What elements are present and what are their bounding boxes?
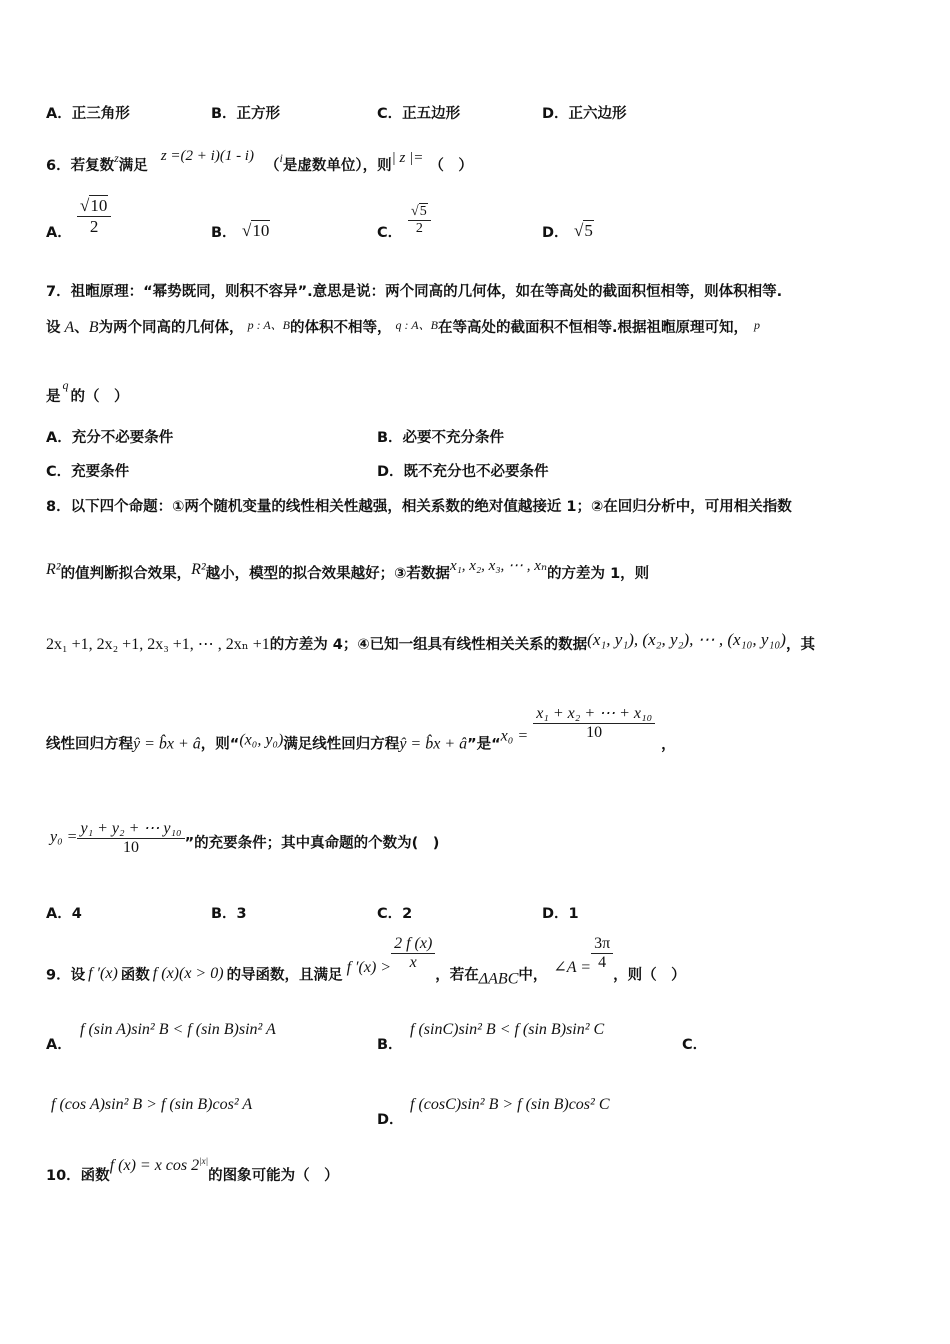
q6-option-b-label: B． <box>211 225 237 241</box>
q6-option-b: √10 <box>242 221 270 240</box>
q8-line-3: 2x₁ +1, 2x₂ +1, 2x₃ +1, ⋯ , 2xₙ +1的方差为 4；④已知一组具有线性相关关系的数据(x₁, y₁), (x₂, y₂), ⋯ , (x₁₀, y₁₀)，其 <box>46 630 815 653</box>
q7-line-1: 7．祖暅原理：“幂势既同，则积不容异”.意思是说：两个同高的几何体，如在等高处的截面积恒相等，则体积相等. <box>46 284 783 300</box>
q9-option-a-label: A． <box>46 1037 72 1053</box>
q9-stem: 9．设 f ′(x) 函数 f (x)(x > 0) 的导函数，且满足 f ′(x) > $\frac{2 f (x)}{x}$ ，若在ΔABC中， ∠A = $\frac{3\pi}{4}$ ，则（ ） <box>46 935 686 988</box>
q9-option-d-label: D． <box>377 1112 404 1128</box>
q7-option-c: C．充要条件 <box>46 464 130 480</box>
q6-equation: z =(2 + i)(1 - i) <box>160 148 254 164</box>
q5-option-c: C．正五边形 <box>377 106 461 122</box>
q6-modulus: | z |= <box>391 150 424 166</box>
q8-option-b: B．3 <box>211 906 247 922</box>
q7-line-3: 是$^q$的（ ） <box>46 378 129 405</box>
q9-option-d: f (cosC)sin² B > f (sin B)cos² C <box>410 1096 610 1113</box>
q10-stem: 10．函数f (x) = x $\cos 2^{|x|}$的图象可能为（ ） <box>46 1156 339 1184</box>
q5-option-d: D．正六边形 <box>542 106 627 122</box>
q9-option-c: f (cos A)sin² B > f (sin B)cos² A <box>51 1096 253 1113</box>
q6-option-d: √5 <box>574 221 593 240</box>
q6-option-c-label: C． <box>377 225 403 241</box>
q8-line-4: 线性回归方程ŷ = b̂x + â，则“(x₀, y₀)满足线性回归方程ŷ = b̂x + â”是“x₀ = $\frac{\text{x₁ + x₂ + ⋯ + x₁₀}}{10}$ ， <box>46 705 676 753</box>
q6-option-d-label: D． <box>542 225 569 241</box>
q6-stem: 6．若复数$^z$满足 z =(2 + i)(1 - i) （$^i$是虚数单位），则| z |= （ ） <box>46 148 473 174</box>
q9-option-c-label: C． <box>682 1037 708 1053</box>
q8-line-5: y₀ = $\frac{\text{y₁ + y₂ + ⋯ y₁₀}}{10}$ ”的充要条件；其中真命题的个数为( ) <box>50 820 440 856</box>
q5-option-b: B．正方形 <box>211 106 281 122</box>
q8-line-2: R²的值判断拟合效果，R²越小，模型的拟合效果越好；③若数据x₁, x₂, x₃, ⋯ , xₙ的方差为 1，则 <box>46 558 650 582</box>
q7-option-a: A．充分不必要条件 <box>46 430 174 446</box>
q7-line-2: 设 A、B为两个同高的几何体， $^{p : A、B}$的体积不相等， $^{q : A、B}$在等高处的截面积不恒相等.根据祖暅原理可知， $^p$ <box>46 318 760 336</box>
q6-option-a: $\frac{√10}{2}$ <box>77 196 111 237</box>
q5-option-a: A．正三角形 <box>46 106 130 122</box>
q8-option-d: D．1 <box>542 906 579 922</box>
q8-line-1: 8．以下四个命题：①两个随机变量的线性相关性越强，相关系数的绝对值越接近 1；②在回归分析中，可用相关指数 <box>46 499 792 515</box>
q9-option-a: f (sin A)sin² B < f (sin B)sin² A <box>80 1021 276 1038</box>
q7-option-d: D．既不充分也不必要条件 <box>377 464 549 480</box>
q8-option-c: C．2 <box>377 906 413 922</box>
q9-option-b: f (sinC)sin² B < f (sin B)sin² C <box>410 1021 605 1038</box>
q8-option-a: A．4 <box>46 906 82 922</box>
q7-option-b: B．必要不充分条件 <box>377 430 505 446</box>
q6-option-a-label: A． <box>46 225 72 241</box>
q9-option-b-label: B． <box>377 1037 403 1053</box>
q6-option-c: $\frac{√5}{2}$ <box>408 204 431 237</box>
